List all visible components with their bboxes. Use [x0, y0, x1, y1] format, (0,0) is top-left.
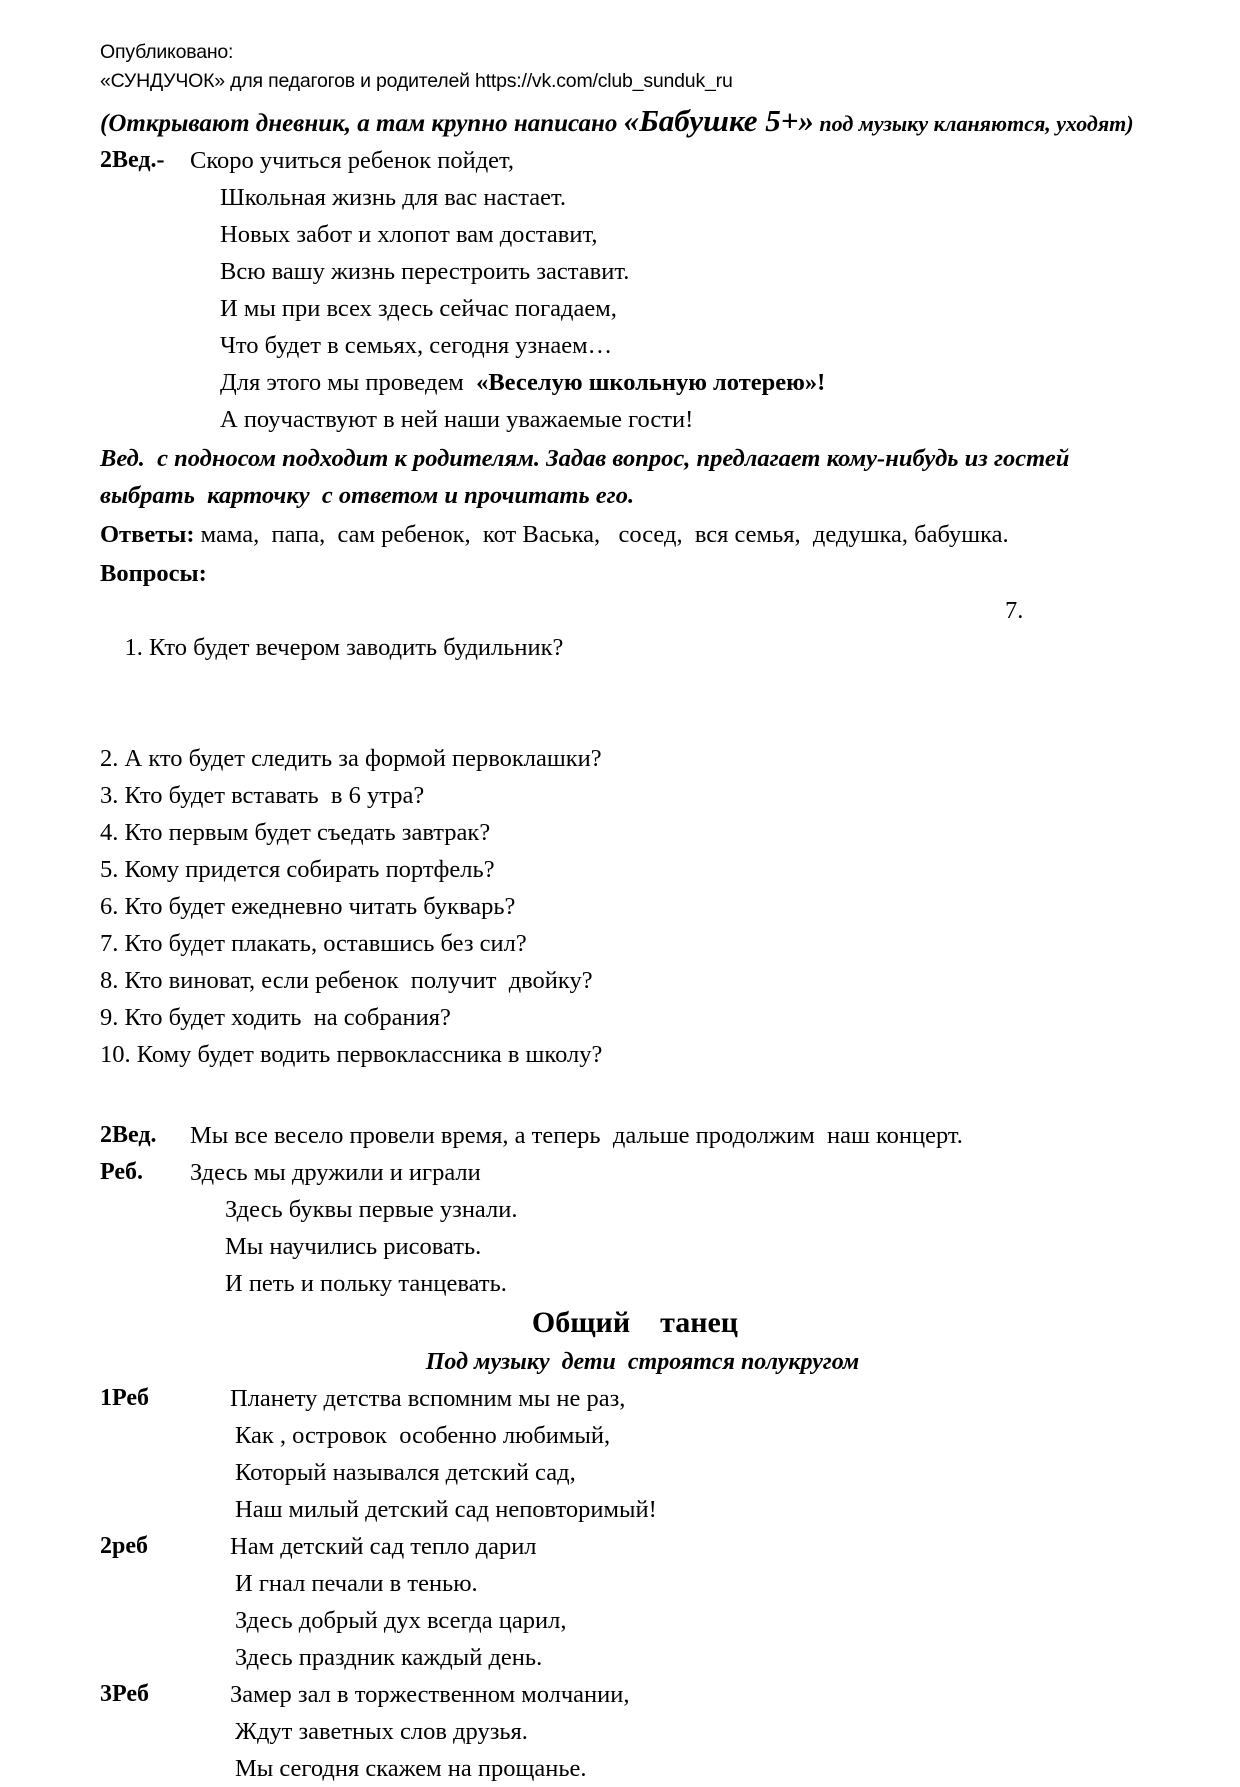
speaker-label-child: Реб. [100, 1159, 143, 1185]
child-line: Здесь буквы первые узнали. [225, 1196, 518, 1223]
publication-header [100, 38, 1150, 96]
verse-line: Наш милый детский сад неповторимый! [235, 1496, 657, 1523]
question-text: 1. Кто будет вечером заводить будильник? [124, 634, 564, 661]
speaker-label-host2: 2Вед.- [100, 147, 165, 173]
verse-row [100, 1528, 1150, 1565]
host2-closing-row [100, 1117, 1150, 1154]
host2-first-line-row [100, 142, 1150, 179]
host2-line-guests: А поучаствуют в ней наши уважаемые гости! [220, 406, 694, 433]
stage-direction-part1: (Открывают дневник, а там крупно написано [100, 110, 624, 137]
question-item: 8. Кто виноват, если ребенок получит двойку? [100, 967, 593, 994]
child-first-line-row [100, 1154, 1150, 1191]
verse-line: Планету детства вспомним мы не раз, [230, 1385, 626, 1412]
answers-label: Ответы: [100, 521, 195, 548]
stage-direction-emphasis: «Бабушке 5+» [623, 103, 814, 138]
verse-row [100, 1380, 1150, 1417]
question-item: 2. А кто будет следить за формой первоклашки? [100, 745, 602, 772]
child-line: И петь и польку танцевать. [225, 1270, 507, 1297]
verse-line: Как , островок особенно любимый, [235, 1422, 611, 1449]
verse-line: Замер зал в торжественном молчании, [230, 1681, 630, 1708]
host2-line: Новых забот и хлопот вам доставит, [220, 221, 598, 248]
child-line: Мы научились рисовать. [225, 1233, 482, 1260]
host2-line: Школьная жизнь для вас настает. [220, 184, 567, 211]
speaker-label-verse-2: 2реб [100, 1533, 148, 1559]
host2-line: Скоро учиться ребенок пойдет, [190, 147, 515, 174]
question-item: 10. Кому будет водить первоклассника в школу? [100, 1041, 603, 1068]
question-item: 9. Кто будет ходить на собрания? [100, 1004, 451, 1031]
host2-line: Что будет в семьях, сегодня узнаем… [220, 332, 613, 359]
host2-closing-text: Мы все весело провели время, а теперь дальше продолжим наш концерт. [190, 1122, 963, 1149]
host2-line: И мы при всех здесь сейчас погадаем, [220, 295, 617, 322]
child-line: Здесь мы дружили и играли [190, 1159, 481, 1186]
question-item: 6. Кто будет ежедневно читать букварь? [100, 893, 516, 920]
question-item: 4. Кто первым будет съедать завтрак? [100, 819, 491, 846]
question-item: 5. Кому придется собирать портфель? [100, 856, 495, 883]
verse-line: Нам детский сад тепло дарил [230, 1533, 537, 1560]
host2-line: Всю вашу жизнь перестроить заставит. [220, 258, 630, 285]
verse-line: Который назывался детский сад, [235, 1459, 576, 1486]
speaker-label-host2-closing: 2Вед. [100, 1122, 157, 1148]
stage-direction-opening [100, 102, 1150, 142]
verse-line: Мы сегодня скажем на прощанье. [235, 1755, 587, 1782]
question-item [100, 592, 1150, 740]
host2-line-lottery [100, 364, 1150, 401]
dance-title: Общий танец [531, 1306, 739, 1339]
verse-row [100, 1676, 1150, 1713]
question-item: 3. Кто будет вставать в 6 утра? [100, 782, 425, 809]
speaker-label-verse-3: 3Реб [100, 1681, 149, 1707]
section-gap [100, 1073, 1150, 1117]
stage-direction-part2: под музыку кланяются, уходят) [813, 111, 1134, 136]
verse-line: Здесь добрый дух всегда царил, [235, 1607, 567, 1634]
lottery-name: «Веселую школьную лотерею»! [476, 369, 826, 396]
dance-subtitle: Под музыку дети строятся полукругом [425, 1349, 860, 1375]
stray-number-marker: 7. [1005, 597, 1024, 624]
speaker-label-verse-1: 1Реб [100, 1385, 149, 1411]
published-label: Опубликовано: [100, 41, 234, 63]
source-line: «СУНДУЧОК» для педагогов и родителей https://vk.com/club_sunduk_ru [100, 70, 733, 92]
verse-line: Ждут заветных слов друзья. [235, 1718, 528, 1745]
answers-text: мама, папа, сам ребенок, кот Васька, сосед, вся семья, дедушка, бабушка. [194, 521, 1009, 548]
lottery-prefix: Для этого мы проведем [220, 369, 477, 396]
answers-paragraph [100, 516, 1150, 553]
question-item: 7. Кто будет плакать, оставшись без сил? [100, 930, 527, 957]
host-narrative: Вед. с подносом подходит к родителям. Задав вопрос, предлагает кому-нибудь из гостей выбрать карточку с ответом и прочитать его. [100, 445, 1076, 509]
verse-line: Здесь праздник каждый день. [235, 1644, 543, 1671]
verse-line: И гнал печали в тенью. [235, 1570, 478, 1597]
questions-heading: Вопросы: [100, 560, 207, 587]
